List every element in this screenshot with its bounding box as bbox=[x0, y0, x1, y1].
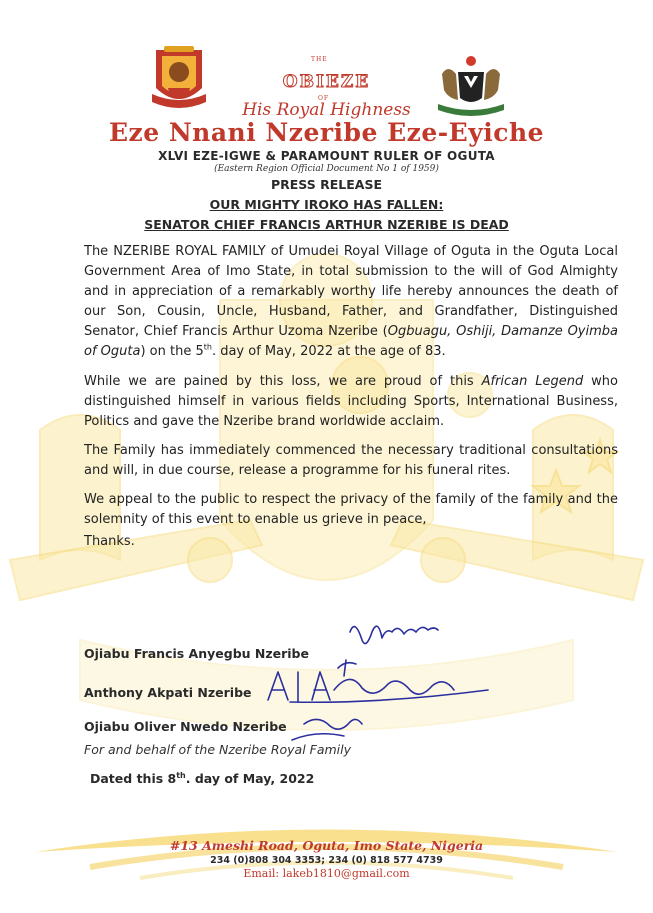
of-label: OF bbox=[318, 95, 330, 102]
announcement-text-a: The NZERIBE ROYAL FAMILY of Umudei Royal Village of Oguta in the Oguta Local Government Area of Imo State, in total submission to the will of God Almighty and in appreciation of a remarkably worthy life hereby announces the death of our Son, Cousin, Uncle, Husband, Father, and Grandfather, Distinguished Senator, Chief Francis Arthur Uzoma Nzeribe ( bbox=[84, 244, 618, 339]
paragraph-legacy bbox=[84, 372, 618, 432]
ordinal-suffix: th bbox=[203, 342, 212, 352]
african-legend-phrase: African Legend bbox=[481, 374, 584, 389]
paragraph-appeal: We appeal to the public to respect the privacy of the family of the family and the solemnity of this event to enable us grieve in peace, bbox=[84, 492, 618, 527]
chieftaincy-titles: Ogbuagu, Oshiji, Damanze Oyimba of Oguta bbox=[84, 324, 618, 359]
legacy-text-a: While we are pained by this loss, we are proud of this bbox=[84, 374, 482, 389]
dated-prefix: Dated this 8 bbox=[90, 771, 177, 787]
ruler-title: XLVI EZE-IGWE & PARAMOUNT RULER OF OGUTA bbox=[158, 149, 495, 163]
official-document-note: (Eastern Region Official Document No 1 of 1959) bbox=[214, 164, 439, 174]
announcement-text-c: . day of May, 2022 at the age of 83. bbox=[211, 344, 446, 359]
dated-ordinal: th bbox=[176, 771, 186, 780]
footer-email[interactable]: Email: lakeb1810@gmail.com bbox=[243, 867, 410, 880]
dated-line bbox=[90, 771, 314, 786]
ruler-name: Eze Nnani Nzeribe Eze-Eyiche bbox=[108, 118, 545, 147]
paragraph-announcement bbox=[84, 242, 618, 362]
signatory-3: Ojiabu Oliver Nwedo Nzeribe bbox=[84, 719, 287, 734]
footer-address: #13 Ameshi Road, Oguta, Imo State, Nigeria bbox=[169, 838, 484, 853]
dated-suffix: . day of May, 2022 bbox=[185, 771, 315, 787]
closing-thanks: Thanks. bbox=[84, 534, 135, 549]
highness-title: His Royal Highness bbox=[242, 100, 411, 120]
on-behalf-line: For and behalf of the Nzeribe Royal Family bbox=[84, 742, 352, 757]
announcement-text-b: ) on the 5 bbox=[140, 344, 204, 359]
release-body bbox=[84, 242, 618, 561]
paragraph-arrangements: The Family has immediately commenced the necessary traditional consultations and will, in due course, release a programme for his funeral rites. bbox=[84, 443, 618, 478]
headline-line-2: SENATOR CHIEF FRANCIS ARTHUR NZERIBE IS DEAD bbox=[144, 217, 509, 232]
headline-line-1: OUR MIGHTY IROKO HAS FALLEN: bbox=[209, 197, 444, 212]
footer-phones: 234 (0)808 304 3353; 234 (0) 818 577 4739 bbox=[210, 855, 443, 866]
the-label: THE bbox=[311, 56, 328, 63]
signatory-2: Anthony Akpati Nzeribe bbox=[84, 685, 252, 700]
legacy-text-b: who distinguished himself in various fields including Sports, International Business, Politics and gave the Nzeribe brand worldwide acclaim. bbox=[84, 374, 618, 429]
signatory-1: Ojiabu Francis Anyegbu Nzeribe bbox=[84, 646, 309, 661]
obieze-title: OBIEZE bbox=[282, 72, 371, 92]
press-release-title: PRESS RELEASE bbox=[270, 177, 382, 192]
